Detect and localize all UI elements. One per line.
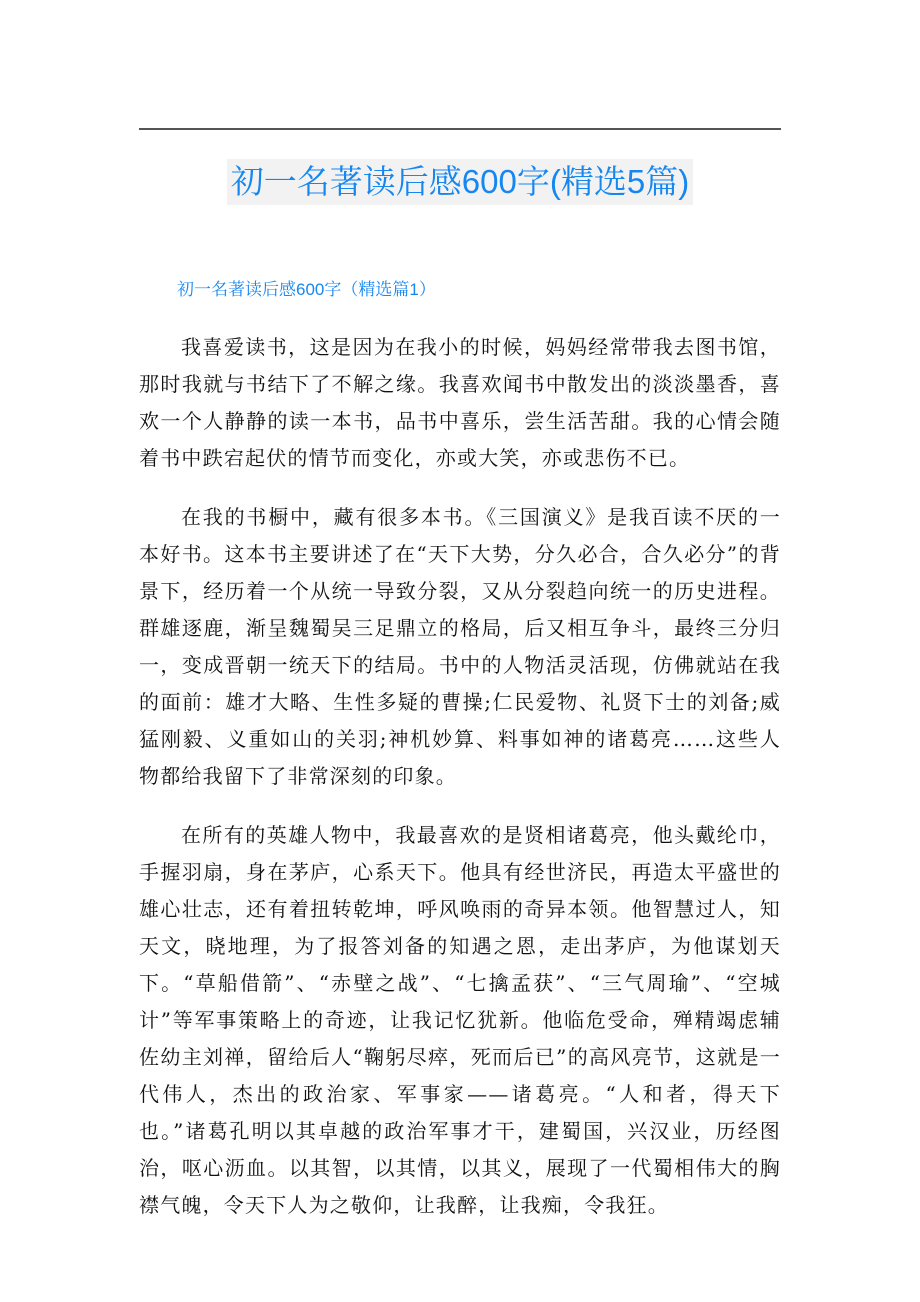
section-body <box>139 329 781 1246</box>
document-title: 初一名著读后感600字(精选5篇) <box>227 159 693 205</box>
section-heading: 初一名著读后感600字（精选篇1） <box>177 280 436 299</box>
title-container <box>139 159 781 205</box>
paragraph: 在我的书橱中，藏有很多本书。《三国演义》是我百读不厌的一本好书。这本书主要讲述了在“天下大势，分久必合，合久必分”的背景下，经历着一个从统一导致分裂，又从分裂趋向统一的历史进程。群雄逐鹿，渐呈魏蜀吴三足鼎立的格局，后又相互争斗，最终三分归一，变成晋朝一统天下的结局。书中的人物活灵活现，仿佛就站在我的面前：雄才大略、生性多疑的曹操;仁民爱物、礼贤下士的刘备;威猛刚毅、义重如山的关羽;神机妙算、料事如神的诸葛亮……这些人物都给我留下了非常深刻的印象。 <box>139 505 781 788</box>
paragraph: 在所有的英雄人物中，我最喜欢的是贤相诸葛亮，他头戴纶巾，手握羽扇，身在茅庐，心系天下。他具有经世济民，再造太平盛世的雄心壮志，还有着扭转乾坤，呼风唤雨的奇异本领。他智慧过人，知天文，晓地理，为了报答刘备的知遇之恩，走出茅庐，为他谋划天下。“草船借箭”、“赤壁之战”、“七擒孟获”、“三气周瑜”、“空城计”等军事策略上的奇迹，让我记忆犹新。他临危受命，殚精竭虑辅佐幼主刘禅，留给后人“鞠躬尽瘁，死而后已”的高风亮节，这就是一代伟人，杰出的政治家、军事家——诸葛亮。“人和者，得天下也。”诸葛孔明以其卓越的政治军事才干，建蜀国，兴汉业，历经图治，呕心沥血。以其智，以其情，以其义，展现了一代蜀相伟大的胸襟气魄，令天下人为之敬仰，让我醉，让我痴，令我狂。 <box>139 823 781 1217</box>
header-rule <box>139 128 781 130</box>
paragraph: 我喜爱读书，这是因为在我小的时候，妈妈经常带我去图书馆，那时我就与书结下了不解之缘。我喜欢闻书中散发出的淡淡墨香，喜欢一个人静静的读一本书，品书中喜乐，尝生活苦甜。我的心情会随着书中跌宕起伏的情节而变化，亦或大笑，亦或悲伤不已。 <box>139 335 781 470</box>
